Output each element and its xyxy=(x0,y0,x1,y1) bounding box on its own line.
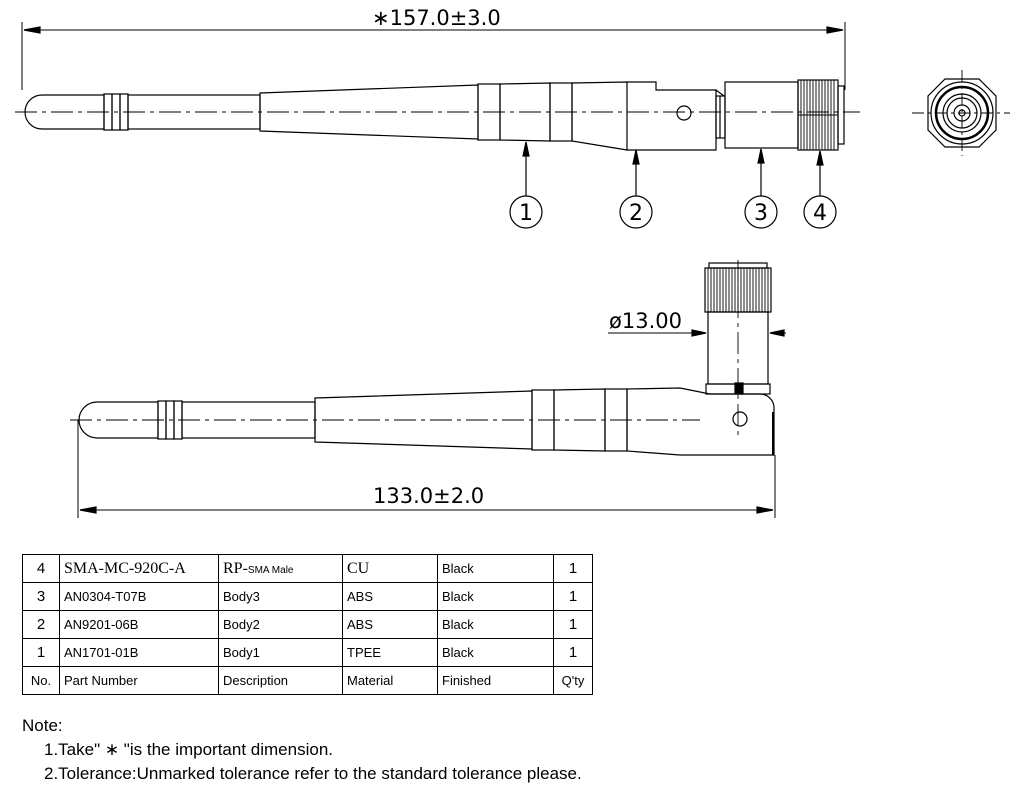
qty: 1 xyxy=(554,639,593,667)
row-no: 4 xyxy=(23,555,60,583)
description xyxy=(219,555,343,583)
description-main: RP- xyxy=(223,559,248,577)
qty: 1 xyxy=(554,583,593,611)
qty: 1 xyxy=(554,611,593,639)
material: TPEE xyxy=(343,639,438,667)
connector-end-view xyxy=(912,70,1010,156)
part-number: AN9201-06B xyxy=(60,611,219,639)
finished: Black xyxy=(438,639,554,667)
header-material: Material xyxy=(343,667,438,695)
notes xyxy=(22,714,582,786)
table-header-row xyxy=(23,667,593,695)
header-part-number: Part Number xyxy=(60,667,219,695)
notes-title: Note: xyxy=(22,716,63,735)
row-no: 1 xyxy=(23,639,60,667)
table-row xyxy=(23,639,593,667)
header-no: No. xyxy=(23,667,60,695)
balloon-4-label: 4 xyxy=(813,201,827,226)
table-row xyxy=(23,555,593,583)
header-description: Description xyxy=(219,667,343,695)
top-view xyxy=(15,22,860,228)
material: ABS xyxy=(343,611,438,639)
header-finished: Finished xyxy=(438,667,554,695)
balloon-1-label: 1 xyxy=(519,201,533,226)
description: Body2 xyxy=(219,611,343,639)
bent-length-dim: 133.0±2.0 xyxy=(373,484,485,508)
bent-view xyxy=(70,260,786,518)
finished: Black xyxy=(438,611,554,639)
table-row xyxy=(23,583,593,611)
header-qty: Q'ty xyxy=(554,667,593,695)
row-no: 3 xyxy=(23,583,60,611)
balloon-3-label: 3 xyxy=(754,201,768,226)
row-no: 2 xyxy=(23,611,60,639)
description: Body3 xyxy=(219,583,343,611)
note-item: 2.Tolerance:Unmarked tolerance refer to the standard tolerance please. xyxy=(44,764,582,783)
part-number: AN1701-01B xyxy=(60,639,219,667)
finished: Black xyxy=(438,583,554,611)
overall-length-dim: ∗157.0±3.0 xyxy=(372,6,501,30)
material: CU xyxy=(343,555,438,583)
balloon-2-label: 2 xyxy=(629,201,643,226)
description: Body1 xyxy=(219,639,343,667)
table-row xyxy=(23,611,593,639)
part-number: AN0304-T07B xyxy=(60,583,219,611)
material: ABS xyxy=(343,583,438,611)
note-item: 1.Take" ∗ "is the important dimension. xyxy=(44,740,333,759)
part-number: SMA-MC-920C-A xyxy=(60,555,219,583)
bill-of-materials xyxy=(22,554,593,695)
qty: 1 xyxy=(554,555,593,583)
finished: Black xyxy=(438,555,554,583)
diameter-dim: ø13.00 xyxy=(609,309,682,333)
description-sub: SMA Male xyxy=(247,564,294,576)
